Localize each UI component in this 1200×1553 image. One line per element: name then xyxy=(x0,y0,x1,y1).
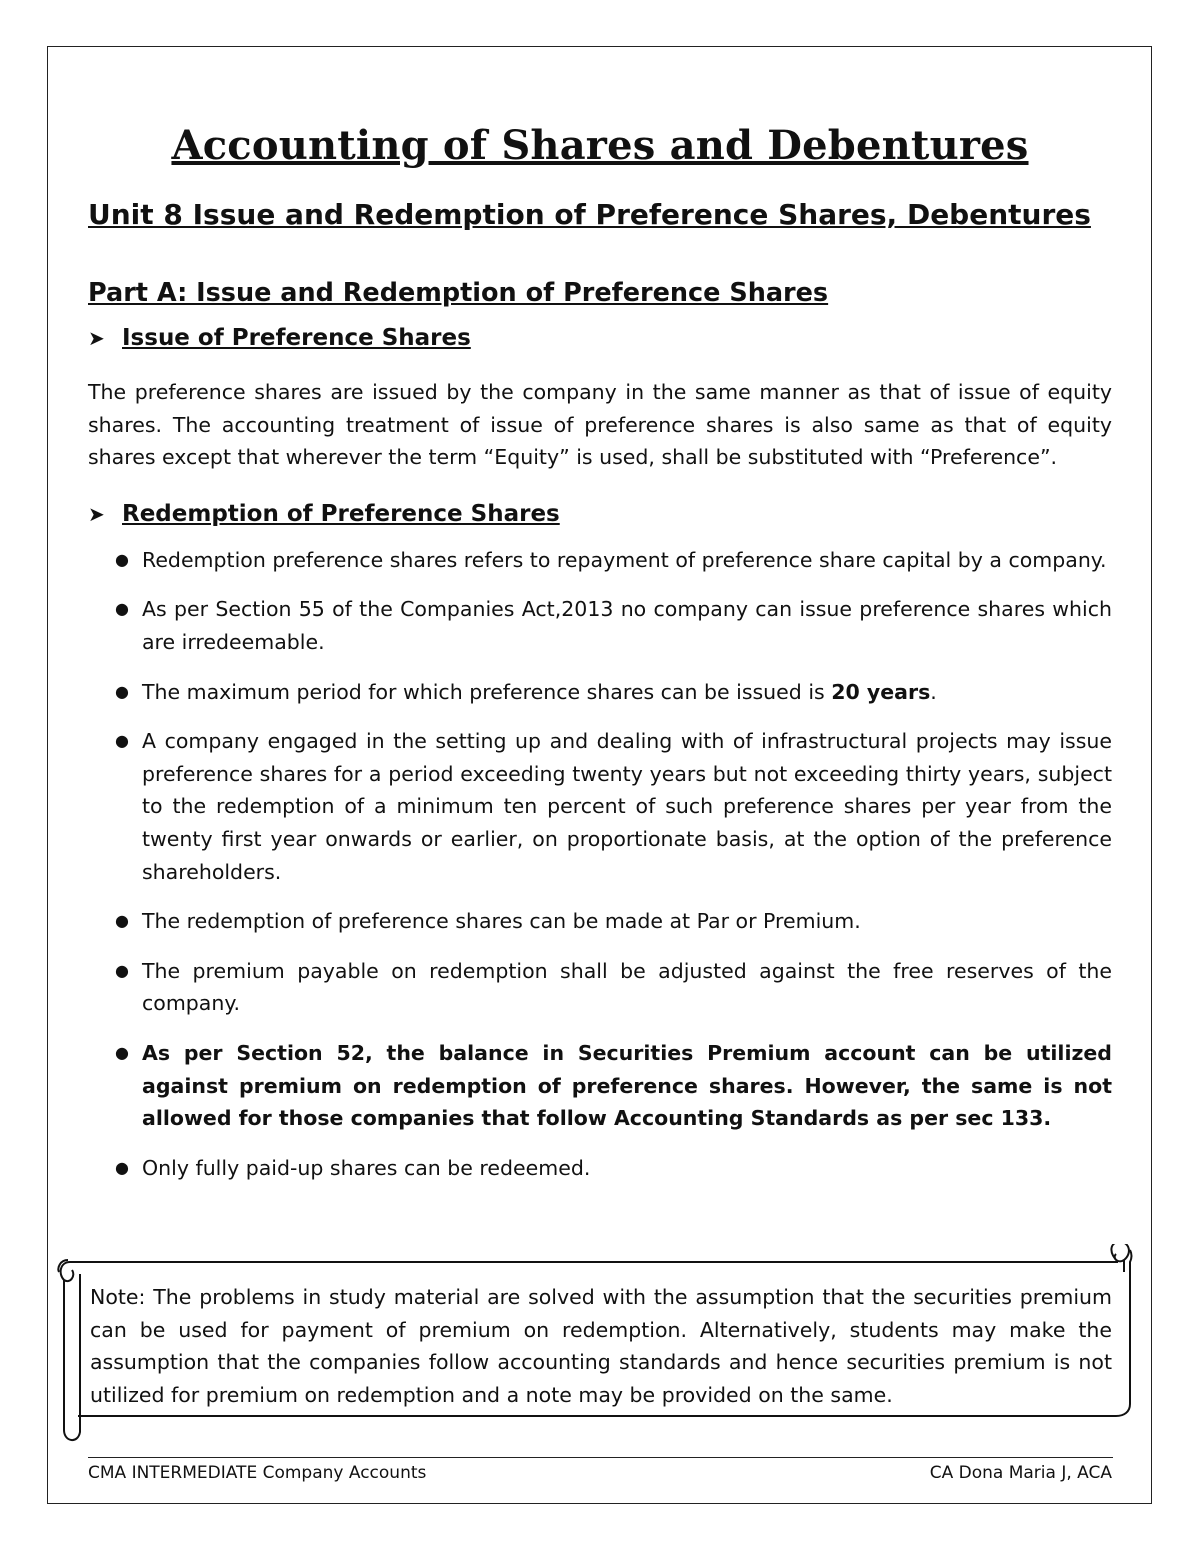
list-item xyxy=(88,676,1112,709)
list-item xyxy=(88,1037,1112,1135)
note-text: Note: The problems in study material are solved with the assumption that the securities premium can be used for payment of premium on redemption. Alternatively, students may make the assumption that the companies follow accounting standards and hence securities premium is not utilized for premium on redemption and a note may be provided on the same. xyxy=(90,1285,1112,1407)
list-item xyxy=(88,725,1112,888)
list-item-text: The redemption of preference shares can be made at Par or Premium. xyxy=(142,909,861,934)
page-title: Accounting of Shares and Debentures xyxy=(171,122,1029,169)
list-item-text: The premium payable on redemption shall be adjusted against the free reserves of the company. xyxy=(142,958,1112,1016)
bullet-dot-icon: ● xyxy=(115,1042,129,1062)
footer-divider xyxy=(88,1457,1113,1458)
list-item-text: Redemption preference shares refers to repayment of preference share capital by a company. xyxy=(142,547,1107,572)
list-item-text: The maximum period for which preference shares can be issued is xyxy=(142,679,832,704)
list-item-tail: . xyxy=(930,679,937,704)
list-item xyxy=(88,905,1112,938)
bullet-dot-icon: ● xyxy=(115,731,129,751)
emphasis-text: 20 years xyxy=(831,679,931,704)
bullet-dot-icon: ● xyxy=(115,599,129,619)
list-item xyxy=(88,544,1112,577)
page-content xyxy=(88,110,1112,1201)
unit-title: Unit 8 Issue and Redemption of Preference Shares, Debentures xyxy=(88,198,1091,231)
footer-author: CA Dona Maria J, ACA xyxy=(929,1463,1112,1483)
arrowhead-bullet-icon: ➤ xyxy=(88,501,105,526)
footer-course: CMA INTERMEDIATE Company Accounts xyxy=(88,1463,427,1483)
list-item xyxy=(88,593,1112,658)
page-footer xyxy=(88,1460,1112,1486)
bullet-dot-icon: ● xyxy=(115,1157,129,1177)
bullet-dot-icon: ● xyxy=(115,549,129,569)
list-item-text: Only fully paid-up shares can be redeemed. xyxy=(142,1155,591,1180)
bullet-dot-icon: ● xyxy=(115,960,129,980)
bullet-dot-icon: ● xyxy=(115,911,129,931)
issue-paragraph: The preference shares are issued by the company in the same manner as that of issue of equity shares. The accounting treatment of issue of preference shares is also same as that of equity shares except that wherever the term “Equity” is used, shall be substituted with “Preference”. xyxy=(88,380,1112,470)
section-heading-text: Issue of Preference Shares xyxy=(122,325,471,351)
section-heading-redemption xyxy=(88,496,1112,532)
bullet-dot-icon: ● xyxy=(115,681,129,701)
part-title: Part A: Issue and Redemption of Preference Shares xyxy=(88,278,829,308)
list-item xyxy=(88,955,1112,1020)
list-item-text: As per Section 52, the balance in Securities Premium account can be utilized against premium on redemption of preference shares. However, the same is not allowed for those companies that follow Accounting Standards as per sec 133. xyxy=(142,1040,1112,1131)
arrowhead-bullet-icon: ➤ xyxy=(88,326,105,350)
list-item xyxy=(88,1152,1112,1185)
list-item-text: A company engaged in the setting up and dealing with of infrastructural projects may issue preference shares for a period exceeding twenty years but not exceeding thirty years, subject to the redemption of a minimum ten percent of such preference shares per year from the twenty first year onwards or earlier, on proportionate basis, at the option of the preference shareholders. xyxy=(142,729,1112,884)
section-heading-text: Redemption of Preference Shares xyxy=(122,500,560,527)
list-item-text: As per Section 55 of the Companies Act,2013 no company can issue preference shares which are irredeemable. xyxy=(142,597,1112,654)
redemption-bullet-list xyxy=(88,544,1112,1185)
section-heading-issue xyxy=(88,320,1112,356)
